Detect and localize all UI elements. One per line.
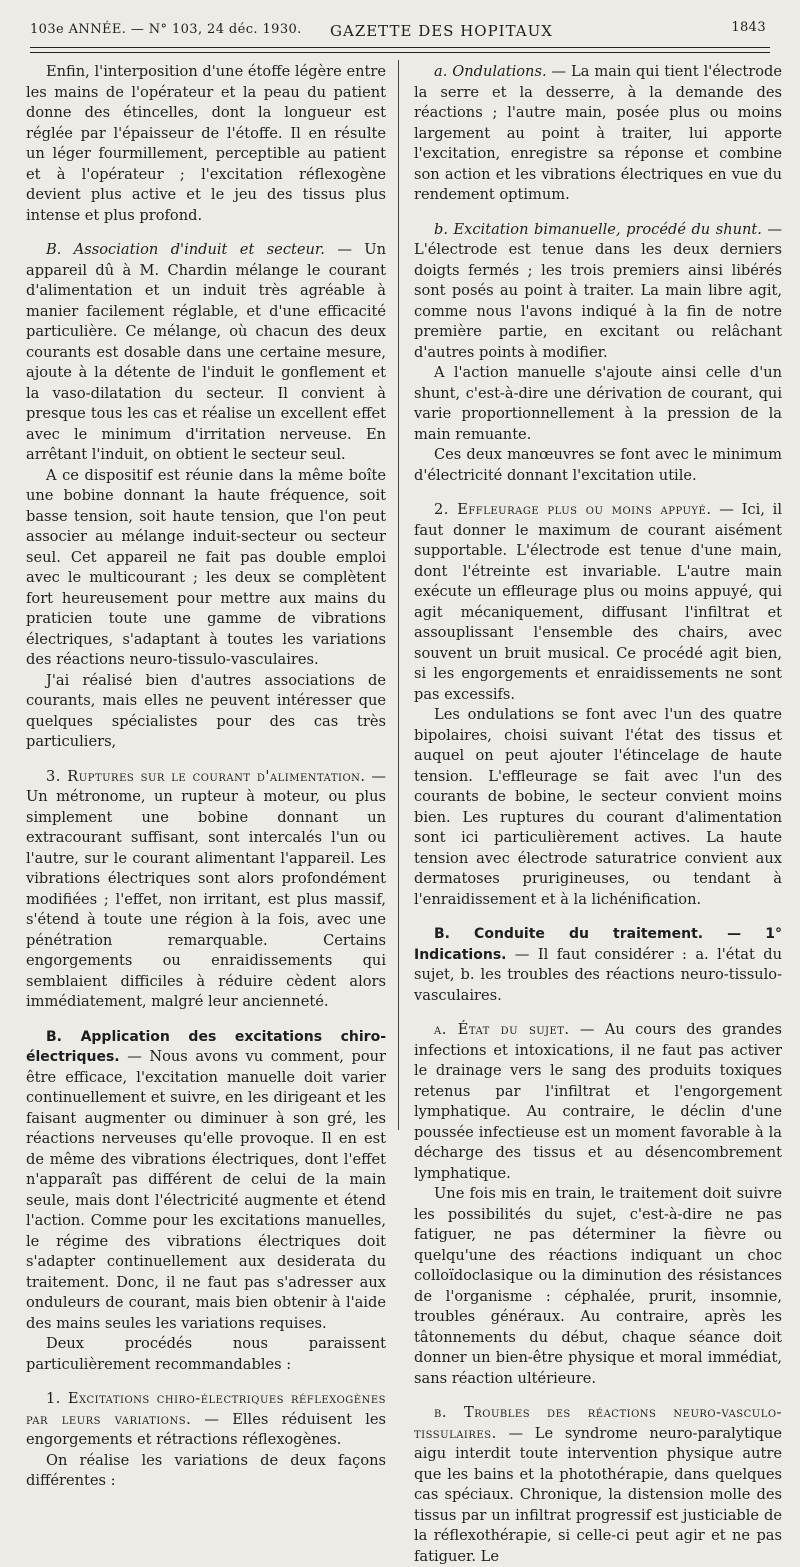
paragraph: a. Ondulations. — La main qui tient l'électrode la serre et la desserre, à la demande des réactions ; l'autre main, posée plus ou moins largement au point à traiter, lui apporte l'excitation, enregistre sa réponse et combine son action et les vibrations électriques en vue du rendement optimum.	[414, 63, 782, 203]
running-header	[30, 18, 768, 38]
paragraph: B. Conduite du traitement. — 1° Indications. — Il faut considérer : a. l'état du sujet, b. les troubles des réactions neuro-tissulo-vasculaires.	[414, 926, 782, 1004]
issue-info: 103e ANNÉE. — N° 103, 24 déc. 1930.	[30, 22, 302, 37]
paragraph: On réalise les variations de deux façons différentes :	[26, 1451, 386, 1489]
paragraph: Les ondulations se font avec l'un des quatre bipolaires, choisi suivant l'état des tissus et auquel on peut ajouter l'étincelage de haute tension. L'effleurage se fait avec l'un des courants de bobine, le secteur convient moins bien. Les ruptures du courant d'alimentation sont ici particulièrement actives. La haute tension avec électrode saturatrice convient aux dermatoses prurigineuses, ou tendant à l'enraidissement et à la lichénification.	[414, 706, 782, 908]
paragraph: 2. Effleurage plus ou moins appuyé. — Ici, il faut donner le maximum de courant aisément supportable. L'électrode est tenue d'une main, dont l'étreinte est invariable. L'autre main exécute un effleurage plus ou moins appuyé, qui agit mécaniquement, diffusant l'infiltrat et assouplissant l'ensemble des chairs, avec souvent un bruit musical. Ce procédé agit bien, si les engorgements et enraidissements ne sont pas excessifs.	[414, 501, 782, 703]
section-heading: b. Troubles des réactions neuro-vasculo-tissulaires.	[414, 1404, 782, 1442]
paragraph: A l'action manuelle s'ajoute ainsi celle d'un shunt, c'est-à-dire une dérivation de courant, qui varie proportionnellement à la pression de la main remuante.	[414, 364, 782, 443]
section-heading: 3. Ruptures sur le courant d'alimentation.	[46, 767, 366, 785]
section-heading: 2. Effleurage plus ou moins appuyé.	[434, 501, 712, 518]
paragraph: a. État du sujet. — Au cours des grandes infections et intoxications, il ne faut pas activer le drainage vers le sang des produits toxiques retenus par l'infiltrat et l'engorgement lymphatique. Au contraire, le déclin d'une poussée infectieuse est un moment favorable à la décharge des tissus et au désencombrement lymphatique.	[414, 1021, 782, 1182]
paragraph: Ces deux manœuvres se font avec le minimum d'électricité donnant l'excitation utile.	[414, 446, 782, 484]
paragraph: 1. Excitations chiro-électriques réflexogènes par leurs variations. — Elles réduisent les engorgements et rétractions réflexogènes.	[26, 1390, 386, 1448]
paragraph: Une fois mis en train, le traitement doit suivre les possibilités du sujet, c'est-à-dire ne pas fatiguer, ne pas déterminer la fièvre ou quelqu'une des réactions indiquant un choc colloïdoclasique ou la diminution des résistances de l'organisme : céphalée, prurit, insomnie, troubles généraux. Au contraire, après les tâtonnements du début, chaque séance doit donner un bien-être physique et moral immédiat, sans réaction ultérieure.	[414, 1185, 782, 1387]
right-column	[414, 62, 782, 1565]
section-heading: a. État du sujet.	[434, 1021, 570, 1038]
journal-title: GAZETTE DES HOPITAUX	[330, 22, 553, 40]
paragraph: 3. Ruptures sur le courant d'alimentation. — Un métronome, un rupteur à moteur, ou plus simplement une bobine donnant un extracourant suffisant, sont intercalés l'un ou l'autre, sur le courant alimentant l'appareil. Les vibrations électriques sont alors profondément modifiées ; l'effet, non irritant, est plus massif, s'étend à toute une région à la fois, avec une pénétration remarquable. Certains engorgements ou enraidissements qui semblaient difficiles à réduire cèdent alors immédiatement, malgré leur ancienneté.	[26, 767, 387, 1010]
section-heading: B. Conduite du traitement. — 1° Indications.	[414, 926, 782, 963]
section-heading: B. Application des excitations chiro-électriques.	[26, 1028, 386, 1065]
paragraph: B. Association d'induit et secteur. — Un appareil dû à M. Chardin mélange le courant d'alimentation et un induit très agréable à manier facilement réglable, et d'une efficacité particulière. Ce mélange, où chacun des deux courants est dosable dans une certaine mesure, ajoute à la détente de l'induit le gonflement et la vaso-dilatation du secteur. Il convient à presque tous les cas et réalise un excellent effet avec le minimum d'irritation nerveuse. En arrêtant l'induit, on obtient le secteur seul.	[26, 241, 387, 463]
paragraph: J'ai réalisé bien d'autres associations de courants, mais elles ne peuvent intéresser que quelques spécialistes pour des cas très particuliers,	[26, 671, 386, 750]
paragraph: Deux procédés nous paraissent particulièrement recommandables :	[26, 1335, 386, 1373]
page-number: 1843	[731, 20, 766, 35]
header-rule	[30, 47, 770, 48]
column-separator	[398, 60, 399, 1130]
section-heading: b. Excitation bimanuelle, procédé du shunt.	[434, 220, 762, 238]
section-heading: a. Ondulations.	[434, 63, 547, 80]
header-rule-thin	[30, 52, 770, 53]
left-column	[26, 62, 387, 1489]
section-heading: 1. Excitations chiro-électriques réflexogènes par leurs variations.	[26, 1390, 386, 1428]
paragraph: b. Troubles des réactions neuro-vasculo-tissulaires. — Le syndrome neuro-paralytique aigu interdit toute intervention physique autre que les bains et la photothérapie, dans quelques cas spéciaux. Chronique, la distension molle des tissus par un infiltrat progressif est justiciable de la réflexothérapie, si celle-ci peut agir et ne pas fatiguer. Le	[414, 1404, 782, 1565]
paragraph: A ce dispositif est réunie dans la même boîte une bobine donnant la haute fréquence, soit basse tension, soit haute tension, que l'on peut associer au mélange induit-secteur ou secteur seul. Cet appareil ne fait pas double emploi avec le multicourant ; les deux se complètent fort heureusement pour mettre aux mains du praticien toute une gamme de vibrations électriques, s'adaptant à toutes les variations des réactions neuro-tissulo-vasculaires.	[26, 466, 386, 668]
section-heading: B. Association d'induit et secteur.	[46, 241, 325, 258]
paragraph: B. Application des excitations chiro-électriques. — Nous avons vu comment, pour être efficace, l'excitation manuelle doit varier continuellement et suivre, en les dirigeant et les faisant augmenter ou diminuer à son gré, les réactions nerveuses qu'elle provoque. Il en est de même des vibrations électriques, dont l'effet n'apparaît pas différent de celui de la main seule, mais dont l'électricité augmente et étend l'action. Comme pour les excitations manuelles, le régime des vibrations électriques doit s'adapter continuellement aux desiderata du traitement. Donc, il ne faut pas s'adresser aux onduleurs de courant, mais bien obtenir à l'aide des mains seules les variations requises.	[26, 1028, 386, 1332]
paragraph: b. Excitation bimanuelle, procédé du shunt. — L'électrode est tenue dans les deux derniers doigts fermés ; les trois premiers ainsi libérés sont posés au point à traiter. La main libre agit, comme nous l'avons indiqué à la fin de notre première partie, en excitant ou relâchant d'autres points à modifier.	[414, 220, 782, 361]
paragraph: Enfin, l'interposition d'une étoffe légère entre les mains de l'opérateur et la peau du patient donne des étincelles, dont la longueur est réglée par l'épaisseur de l'étoffe. Il en résulte un léger fourmillement, perceptible au patient et à l'opérateur ; l'excitation réflexogène devient plus active et le jeu des tissus plus intense et plus profond.	[26, 63, 386, 224]
